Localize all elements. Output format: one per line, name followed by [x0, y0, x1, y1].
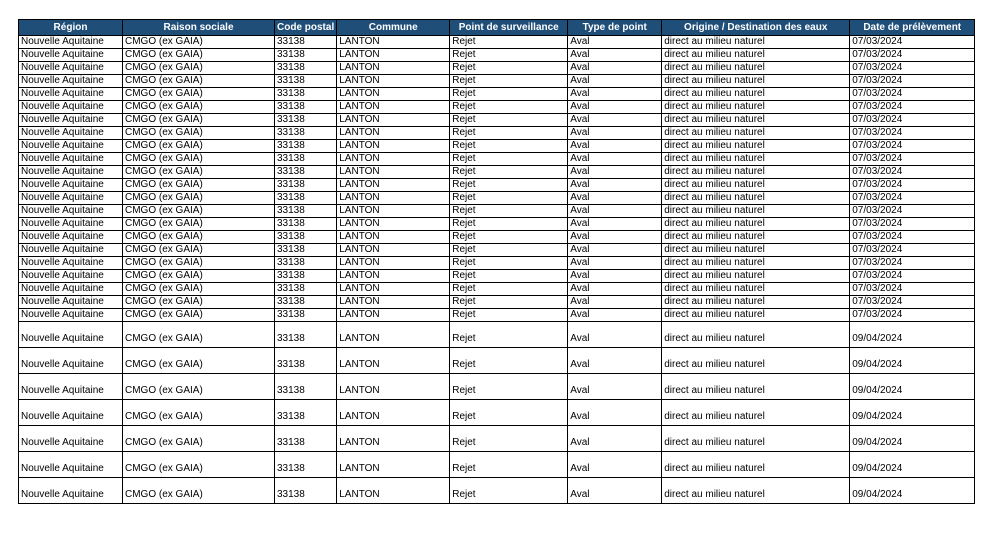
code-postal-cell[interactable]: 33138 [275, 127, 337, 140]
date-prelevement-cell[interactable]: 09/04/2024 [850, 374, 975, 400]
point-surveillance-cell[interactable]: Rejet [450, 101, 568, 114]
code-postal-cell[interactable]: 33138 [275, 322, 337, 348]
column-header-point-surveillance[interactable]: Point de surveillance [450, 20, 568, 36]
date-prelevement-cell[interactable]: 07/03/2024 [850, 192, 975, 205]
type-point-cell[interactable]: Aval [568, 270, 662, 283]
point-surveillance-cell[interactable]: Rejet [450, 88, 568, 101]
region-cell[interactable]: Nouvelle Aquitaine [19, 322, 123, 348]
region-cell[interactable]: Nouvelle Aquitaine [19, 166, 123, 179]
code-postal-cell[interactable]: 33138 [275, 348, 337, 374]
commune-cell[interactable]: LANTON [337, 231, 450, 244]
raison-sociale-cell[interactable]: CMGO (ex GAIA) [123, 452, 275, 478]
point-surveillance-cell[interactable]: Rejet [450, 127, 568, 140]
origine-destination-cell[interactable]: direct au milieu naturel [662, 140, 850, 153]
table-row [19, 101, 975, 114]
raison-sociale-cell[interactable]: CMGO (ex GAIA) [123, 426, 275, 452]
date-prelevement-cell[interactable]: 07/03/2024 [850, 127, 975, 140]
point-surveillance-cell[interactable]: Rejet [450, 192, 568, 205]
date-prelevement-cell[interactable]: 07/03/2024 [850, 296, 975, 309]
region-cell[interactable]: Nouvelle Aquitaine [19, 114, 123, 127]
date-prelevement-cell[interactable]: 09/04/2024 [850, 426, 975, 452]
origine-destination-cell[interactable]: direct au milieu naturel [662, 322, 850, 348]
table-row [19, 153, 975, 166]
code-postal-cell[interactable]: 33138 [275, 231, 337, 244]
date-prelevement-cell[interactable]: 07/03/2024 [850, 283, 975, 296]
date-prelevement-cell[interactable]: 07/03/2024 [850, 75, 975, 88]
region-cell[interactable]: Nouvelle Aquitaine [19, 140, 123, 153]
region-cell[interactable]: Nouvelle Aquitaine [19, 296, 123, 309]
date-prelevement-cell[interactable]: 07/03/2024 [850, 257, 975, 270]
table-row [19, 166, 975, 179]
point-surveillance-cell[interactable]: Rejet [450, 75, 568, 88]
type-point-cell[interactable]: Aval [568, 257, 662, 270]
origine-destination-cell[interactable]: direct au milieu naturel [662, 166, 850, 179]
commune-cell[interactable]: LANTON [337, 426, 450, 452]
region-cell[interactable]: Nouvelle Aquitaine [19, 75, 123, 88]
commune-cell[interactable]: LANTON [337, 62, 450, 75]
type-point-cell[interactable]: Aval [568, 114, 662, 127]
table-row [19, 270, 975, 283]
origine-destination-cell[interactable]: direct au milieu naturel [662, 348, 850, 374]
region-cell[interactable]: Nouvelle Aquitaine [19, 478, 123, 504]
table-row [19, 452, 975, 478]
commune-cell[interactable]: LANTON [337, 49, 450, 62]
raison-sociale-cell[interactable]: CMGO (ex GAIA) [123, 75, 275, 88]
commune-cell[interactable]: LANTON [337, 101, 450, 114]
code-postal-cell[interactable]: 33138 [275, 218, 337, 231]
code-postal-cell[interactable]: 33138 [275, 452, 337, 478]
region-cell[interactable]: Nouvelle Aquitaine [19, 374, 123, 400]
origine-destination-cell[interactable]: direct au milieu naturel [662, 36, 850, 49]
origine-destination-cell[interactable]: direct au milieu naturel [662, 257, 850, 270]
point-surveillance-cell[interactable]: Rejet [450, 62, 568, 75]
raison-sociale-cell[interactable]: CMGO (ex GAIA) [123, 322, 275, 348]
type-point-cell[interactable]: Aval [568, 75, 662, 88]
commune-cell[interactable]: LANTON [337, 374, 450, 400]
raison-sociale-cell[interactable]: CMGO (ex GAIA) [123, 309, 275, 322]
type-point-cell[interactable]: Aval [568, 296, 662, 309]
date-prelevement-cell[interactable]: 07/03/2024 [850, 36, 975, 49]
column-header-commune[interactable]: Commune [337, 20, 450, 36]
date-prelevement-cell[interactable]: 07/03/2024 [850, 205, 975, 218]
table-row [19, 88, 975, 101]
origine-destination-cell[interactable]: direct au milieu naturel [662, 218, 850, 231]
type-point-cell[interactable]: Aval [568, 322, 662, 348]
origine-destination-cell[interactable]: direct au milieu naturel [662, 231, 850, 244]
origine-destination-cell[interactable]: direct au milieu naturel [662, 283, 850, 296]
point-surveillance-cell[interactable]: Rejet [450, 257, 568, 270]
origine-destination-cell[interactable]: direct au milieu naturel [662, 426, 850, 452]
commune-cell[interactable]: LANTON [337, 400, 450, 426]
date-prelevement-cell[interactable]: 09/04/2024 [850, 322, 975, 348]
commune-cell[interactable]: LANTON [337, 452, 450, 478]
region-cell[interactable]: Nouvelle Aquitaine [19, 36, 123, 49]
date-prelevement-cell[interactable]: 07/03/2024 [850, 179, 975, 192]
date-prelevement-cell[interactable]: 07/03/2024 [850, 218, 975, 231]
region-cell[interactable]: Nouvelle Aquitaine [19, 88, 123, 101]
code-postal-cell[interactable]: 33138 [275, 140, 337, 153]
table-row [19, 192, 975, 205]
code-postal-cell[interactable]: 33138 [275, 49, 337, 62]
origine-destination-cell[interactable]: direct au milieu naturel [662, 400, 850, 426]
point-surveillance-cell[interactable]: Rejet [450, 426, 568, 452]
raison-sociale-cell[interactable]: CMGO (ex GAIA) [123, 153, 275, 166]
raison-sociale-cell[interactable]: CMGO (ex GAIA) [123, 257, 275, 270]
origine-destination-cell[interactable]: direct au milieu naturel [662, 478, 850, 504]
origine-destination-cell[interactable]: direct au milieu naturel [662, 153, 850, 166]
origine-destination-cell[interactable]: direct au milieu naturel [662, 179, 850, 192]
code-postal-cell[interactable]: 33138 [275, 296, 337, 309]
type-point-cell[interactable]: Aval [568, 374, 662, 400]
raison-sociale-cell[interactable]: CMGO (ex GAIA) [123, 140, 275, 153]
origine-destination-cell[interactable]: direct au milieu naturel [662, 62, 850, 75]
date-prelevement-cell[interactable]: 07/03/2024 [850, 101, 975, 114]
region-cell[interactable]: Nouvelle Aquitaine [19, 270, 123, 283]
date-prelevement-cell[interactable]: 07/03/2024 [850, 231, 975, 244]
table-row [19, 257, 975, 270]
date-prelevement-cell[interactable]: 09/04/2024 [850, 400, 975, 426]
code-postal-cell[interactable]: 33138 [275, 478, 337, 504]
code-postal-cell[interactable]: 33138 [275, 244, 337, 257]
type-point-cell[interactable]: Aval [568, 309, 662, 322]
date-prelevement-cell[interactable]: 09/04/2024 [850, 452, 975, 478]
type-point-cell[interactable]: Aval [568, 205, 662, 218]
origine-destination-cell[interactable]: direct au milieu naturel [662, 205, 850, 218]
origine-destination-cell[interactable]: direct au milieu naturel [662, 88, 850, 101]
origine-destination-cell[interactable]: direct au milieu naturel [662, 114, 850, 127]
point-surveillance-cell[interactable]: Rejet [450, 283, 568, 296]
code-postal-cell[interactable]: 33138 [275, 153, 337, 166]
raison-sociale-cell[interactable]: CMGO (ex GAIA) [123, 36, 275, 49]
code-postal-cell[interactable]: 33138 [275, 88, 337, 101]
raison-sociale-cell[interactable]: CMGO (ex GAIA) [123, 400, 275, 426]
type-point-cell[interactable]: Aval [568, 140, 662, 153]
point-surveillance-cell[interactable]: Rejet [450, 296, 568, 309]
column-header-raison-sociale[interactable]: Raison sociale [123, 20, 275, 36]
raison-sociale-cell[interactable]: CMGO (ex GAIA) [123, 49, 275, 62]
point-surveillance-cell[interactable]: Rejet [450, 270, 568, 283]
commune-cell[interactable]: LANTON [337, 88, 450, 101]
column-header-region[interactable]: Région [19, 20, 123, 36]
point-surveillance-cell[interactable]: Rejet [450, 374, 568, 400]
commune-cell[interactable]: LANTON [337, 153, 450, 166]
table-row [19, 283, 975, 296]
point-surveillance-cell[interactable]: Rejet [450, 244, 568, 257]
commune-cell[interactable]: LANTON [337, 244, 450, 257]
type-point-cell[interactable]: Aval [568, 62, 662, 75]
table-row [19, 231, 975, 244]
commune-cell[interactable]: LANTON [337, 140, 450, 153]
date-prelevement-cell[interactable]: 07/03/2024 [850, 140, 975, 153]
date-prelevement-cell[interactable]: 07/03/2024 [850, 88, 975, 101]
raison-sociale-cell[interactable]: CMGO (ex GAIA) [123, 205, 275, 218]
table-row [19, 62, 975, 75]
table-row [19, 296, 975, 309]
header-row [19, 20, 975, 36]
raison-sociale-cell[interactable]: CMGO (ex GAIA) [123, 244, 275, 257]
commune-cell[interactable]: LANTON [337, 296, 450, 309]
point-surveillance-cell[interactable]: Rejet [450, 153, 568, 166]
code-postal-cell[interactable]: 33138 [275, 36, 337, 49]
raison-sociale-cell[interactable]: CMGO (ex GAIA) [123, 127, 275, 140]
table-row [19, 179, 975, 192]
region-cell[interactable]: Nouvelle Aquitaine [19, 62, 123, 75]
table-row [19, 75, 975, 88]
table-row [19, 374, 975, 400]
region-cell[interactable]: Nouvelle Aquitaine [19, 205, 123, 218]
raison-sociale-cell[interactable]: CMGO (ex GAIA) [123, 296, 275, 309]
point-surveillance-cell[interactable]: Rejet [450, 218, 568, 231]
origine-destination-cell[interactable]: direct au milieu naturel [662, 75, 850, 88]
region-cell[interactable]: Nouvelle Aquitaine [19, 400, 123, 426]
column-header-date-prelevement[interactable]: Date de prélèvement [850, 20, 975, 36]
commune-cell[interactable]: LANTON [337, 257, 450, 270]
region-cell[interactable]: Nouvelle Aquitaine [19, 127, 123, 140]
commune-cell[interactable]: LANTON [337, 322, 450, 348]
code-postal-cell[interactable]: 33138 [275, 205, 337, 218]
type-point-cell[interactable]: Aval [568, 478, 662, 504]
code-postal-cell[interactable]: 33138 [275, 114, 337, 127]
type-point-cell[interactable]: Aval [568, 88, 662, 101]
column-header-type-point[interactable]: Type de point [568, 20, 662, 36]
raison-sociale-cell[interactable]: CMGO (ex GAIA) [123, 114, 275, 127]
code-postal-cell[interactable]: 33138 [275, 166, 337, 179]
region-cell[interactable]: Nouvelle Aquitaine [19, 348, 123, 374]
type-point-cell[interactable]: Aval [568, 36, 662, 49]
point-surveillance-cell[interactable]: Rejet [450, 231, 568, 244]
commune-cell[interactable]: LANTON [337, 478, 450, 504]
type-point-cell[interactable]: Aval [568, 244, 662, 257]
date-prelevement-cell[interactable]: 07/03/2024 [850, 114, 975, 127]
commune-cell[interactable]: LANTON [337, 192, 450, 205]
column-header-code-postal[interactable]: Code postal [275, 20, 337, 36]
raison-sociale-cell[interactable]: CMGO (ex GAIA) [123, 231, 275, 244]
type-point-cell[interactable]: Aval [568, 192, 662, 205]
point-surveillance-cell[interactable]: Rejet [450, 166, 568, 179]
point-surveillance-cell[interactable]: Rejet [450, 309, 568, 322]
point-surveillance-cell[interactable]: Rejet [450, 348, 568, 374]
type-point-cell[interactable]: Aval [568, 49, 662, 62]
origine-destination-cell[interactable]: direct au milieu naturel [662, 49, 850, 62]
type-point-cell[interactable]: Aval [568, 101, 662, 114]
type-point-cell[interactable]: Aval [568, 166, 662, 179]
code-postal-cell[interactable]: 33138 [275, 62, 337, 75]
point-surveillance-cell[interactable]: Rejet [450, 400, 568, 426]
code-postal-cell[interactable]: 33138 [275, 257, 337, 270]
commune-cell[interactable]: LANTON [337, 179, 450, 192]
table-row [19, 309, 975, 322]
origine-destination-cell[interactable]: direct au milieu naturel [662, 127, 850, 140]
origine-destination-cell[interactable]: direct au milieu naturel [662, 374, 850, 400]
origine-destination-cell[interactable]: direct au milieu naturel [662, 270, 850, 283]
commune-cell[interactable]: LANTON [337, 36, 450, 49]
table-row [19, 426, 975, 452]
type-point-cell[interactable]: Aval [568, 426, 662, 452]
commune-cell[interactable]: LANTON [337, 75, 450, 88]
date-prelevement-cell[interactable]: 07/03/2024 [850, 244, 975, 257]
table-row [19, 400, 975, 426]
commune-cell[interactable]: LANTON [337, 283, 450, 296]
type-point-cell[interactable]: Aval [568, 231, 662, 244]
code-postal-cell[interactable]: 33138 [275, 426, 337, 452]
origine-destination-cell[interactable]: direct au milieu naturel [662, 101, 850, 114]
origine-destination-cell[interactable]: direct au milieu naturel [662, 244, 850, 257]
region-cell[interactable]: Nouvelle Aquitaine [19, 257, 123, 270]
point-surveillance-cell[interactable]: Rejet [450, 179, 568, 192]
table-row [19, 140, 975, 153]
region-cell[interactable]: Nouvelle Aquitaine [19, 192, 123, 205]
table-row [19, 127, 975, 140]
region-cell[interactable]: Nouvelle Aquitaine [19, 218, 123, 231]
table-row [19, 218, 975, 231]
date-prelevement-cell[interactable]: 07/03/2024 [850, 309, 975, 322]
date-prelevement-cell[interactable]: 07/03/2024 [850, 49, 975, 62]
code-postal-cell[interactable]: 33138 [275, 283, 337, 296]
commune-cell[interactable]: LANTON [337, 218, 450, 231]
region-cell[interactable]: Nouvelle Aquitaine [19, 452, 123, 478]
origine-destination-cell[interactable]: direct au milieu naturel [662, 192, 850, 205]
point-surveillance-cell[interactable]: Rejet [450, 36, 568, 49]
raison-sociale-cell[interactable]: CMGO (ex GAIA) [123, 270, 275, 283]
raison-sociale-cell[interactable]: CMGO (ex GAIA) [123, 101, 275, 114]
table-row [19, 348, 975, 374]
point-surveillance-cell[interactable]: Rejet [450, 205, 568, 218]
date-prelevement-cell[interactable]: 09/04/2024 [850, 348, 975, 374]
type-point-cell[interactable]: Aval [568, 452, 662, 478]
region-cell[interactable]: Nouvelle Aquitaine [19, 101, 123, 114]
code-postal-cell[interactable]: 33138 [275, 400, 337, 426]
raison-sociale-cell[interactable]: CMGO (ex GAIA) [123, 192, 275, 205]
raison-sociale-cell[interactable]: CMGO (ex GAIA) [123, 374, 275, 400]
table-row [19, 49, 975, 62]
origine-destination-cell[interactable]: direct au milieu naturel [662, 296, 850, 309]
commune-cell[interactable]: LANTON [337, 309, 450, 322]
code-postal-cell[interactable]: 33138 [275, 101, 337, 114]
commune-cell[interactable]: LANTON [337, 270, 450, 283]
region-cell[interactable]: Nouvelle Aquitaine [19, 426, 123, 452]
point-surveillance-cell[interactable]: Rejet [450, 114, 568, 127]
raison-sociale-cell[interactable]: CMGO (ex GAIA) [123, 88, 275, 101]
commune-cell[interactable]: LANTON [337, 348, 450, 374]
raison-sociale-cell[interactable]: CMGO (ex GAIA) [123, 62, 275, 75]
point-surveillance-cell[interactable]: Rejet [450, 322, 568, 348]
origine-destination-cell[interactable]: direct au milieu naturel [662, 309, 850, 322]
type-point-cell[interactable]: Aval [568, 179, 662, 192]
raison-sociale-cell[interactable]: CMGO (ex GAIA) [123, 166, 275, 179]
table-row [19, 478, 975, 504]
type-point-cell[interactable]: Aval [568, 400, 662, 426]
point-surveillance-cell[interactable]: Rejet [450, 452, 568, 478]
region-cell[interactable]: Nouvelle Aquitaine [19, 244, 123, 257]
commune-cell[interactable]: LANTON [337, 205, 450, 218]
type-point-cell[interactable]: Aval [568, 348, 662, 374]
code-postal-cell[interactable]: 33138 [275, 270, 337, 283]
code-postal-cell[interactable]: 33138 [275, 75, 337, 88]
region-cell[interactable]: Nouvelle Aquitaine [19, 153, 123, 166]
origine-destination-cell[interactable]: direct au milieu naturel [662, 452, 850, 478]
data-table [18, 19, 975, 504]
table-row [19, 244, 975, 257]
region-cell[interactable]: Nouvelle Aquitaine [19, 283, 123, 296]
region-cell[interactable]: Nouvelle Aquitaine [19, 179, 123, 192]
point-surveillance-cell[interactable]: Rejet [450, 140, 568, 153]
table-body [19, 36, 975, 504]
table-row [19, 205, 975, 218]
raison-sociale-cell[interactable]: CMGO (ex GAIA) [123, 348, 275, 374]
type-point-cell[interactable]: Aval [568, 218, 662, 231]
type-point-cell[interactable]: Aval [568, 153, 662, 166]
raison-sociale-cell[interactable]: CMGO (ex GAIA) [123, 179, 275, 192]
table-row [19, 322, 975, 348]
date-prelevement-cell[interactable]: 07/03/2024 [850, 62, 975, 75]
column-header-origine-destination[interactable]: Origine / Destination des eaux [662, 20, 850, 36]
type-point-cell[interactable]: Aval [568, 127, 662, 140]
table-row [19, 36, 975, 49]
code-postal-cell[interactable]: 33138 [275, 309, 337, 322]
raison-sociale-cell[interactable]: CMGO (ex GAIA) [123, 218, 275, 231]
code-postal-cell[interactable]: 33138 [275, 179, 337, 192]
date-prelevement-cell[interactable]: 07/03/2024 [850, 153, 975, 166]
raison-sociale-cell[interactable]: CMGO (ex GAIA) [123, 478, 275, 504]
point-surveillance-cell[interactable]: Rejet [450, 478, 568, 504]
date-prelevement-cell[interactable]: 07/03/2024 [850, 166, 975, 179]
raison-sociale-cell[interactable]: CMGO (ex GAIA) [123, 283, 275, 296]
code-postal-cell[interactable]: 33138 [275, 192, 337, 205]
region-cell[interactable]: Nouvelle Aquitaine [19, 231, 123, 244]
commune-cell[interactable]: LANTON [337, 127, 450, 140]
table-row [19, 114, 975, 127]
type-point-cell[interactable]: Aval [568, 283, 662, 296]
region-cell[interactable]: Nouvelle Aquitaine [19, 309, 123, 322]
region-cell[interactable]: Nouvelle Aquitaine [19, 49, 123, 62]
code-postal-cell[interactable]: 33138 [275, 374, 337, 400]
date-prelevement-cell[interactable]: 09/04/2024 [850, 478, 975, 504]
commune-cell[interactable]: LANTON [337, 114, 450, 127]
point-surveillance-cell[interactable]: Rejet [450, 49, 568, 62]
date-prelevement-cell[interactable]: 07/03/2024 [850, 270, 975, 283]
commune-cell[interactable]: LANTON [337, 166, 450, 179]
